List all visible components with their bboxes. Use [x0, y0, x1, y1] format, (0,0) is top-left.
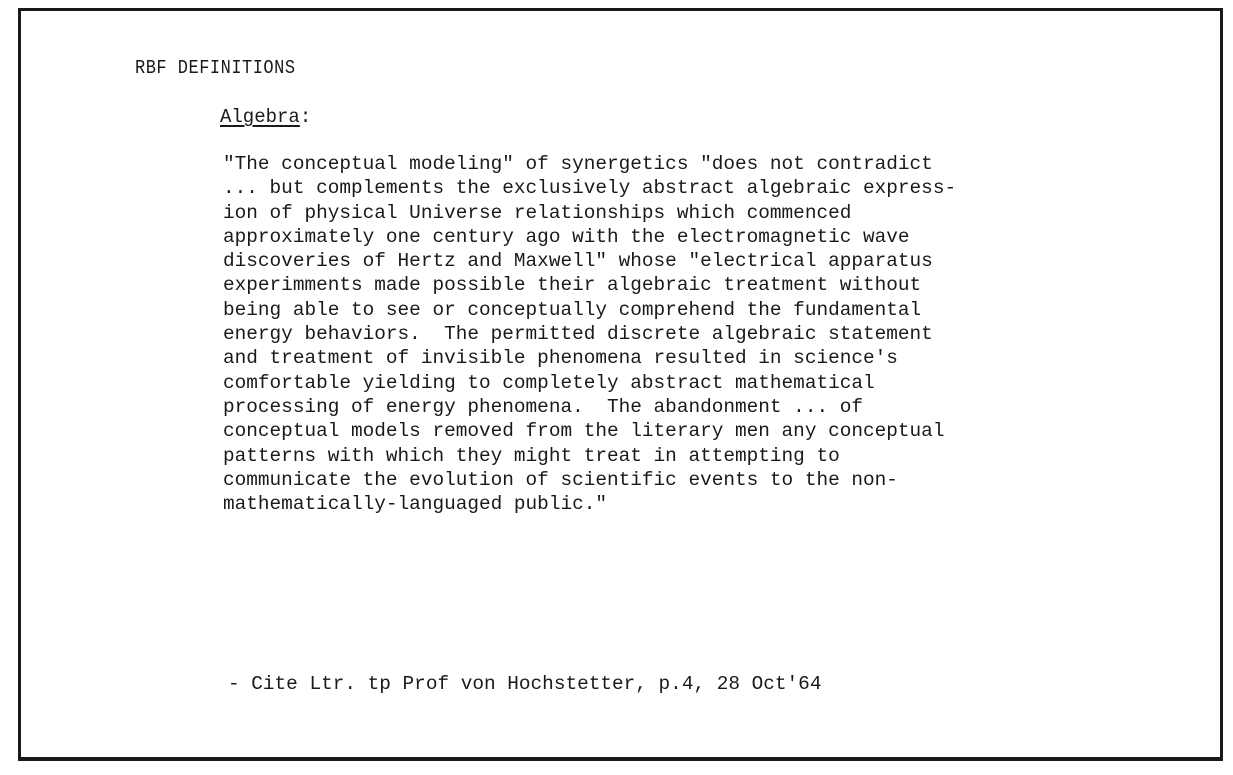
body-line: processing of energy phenomena. The abandonment ... of: [223, 395, 863, 418]
body-line: energy behaviors. The permitted discrete algebraic statement: [223, 323, 933, 346]
body-line: discoveries of Hertz and Maxwell" whose "electrical apparatus: [223, 250, 933, 273]
body-line: being able to see or conceptually comprehend the fundamental: [223, 298, 922, 321]
document-header: RBF DEFINITIONS: [135, 58, 296, 80]
body-line: and treatment of invisible phenomena resulted in science's: [223, 347, 898, 370]
body-line: ion of physical Universe relationships which commenced: [223, 201, 852, 224]
body-line: experimments made possible their algebraic treatment without: [223, 274, 922, 297]
body-line: mathematically-languaged public.": [223, 493, 607, 516]
body-line: communicate the evolution of scientific events to the non-: [223, 468, 898, 491]
body-line: ... but complements the exclusively abstract algebraic express-: [223, 177, 957, 200]
body-line: comfortable yielding to completely abstract mathematical: [223, 371, 875, 394]
body-line: patterns with which they might treat in attempting to: [223, 444, 840, 467]
definition-term-heading: [220, 106, 311, 128]
body-line: "The conceptual modeling" of synergetics "does not contradict: [223, 153, 933, 175]
body-line: approximately one century ago with the electromagnetic wave: [223, 225, 910, 248]
definition-term-suffix: :: [299, 106, 312, 128]
citation-line: - Cite Ltr. tp Prof von Hochstetter, p.4, 28 Oct'64: [228, 673, 822, 695]
body-line: conceptual models removed from the literary men any conceptual: [223, 420, 945, 443]
definition-body: [223, 152, 956, 516]
definition-term: Algebra: [220, 106, 300, 128]
